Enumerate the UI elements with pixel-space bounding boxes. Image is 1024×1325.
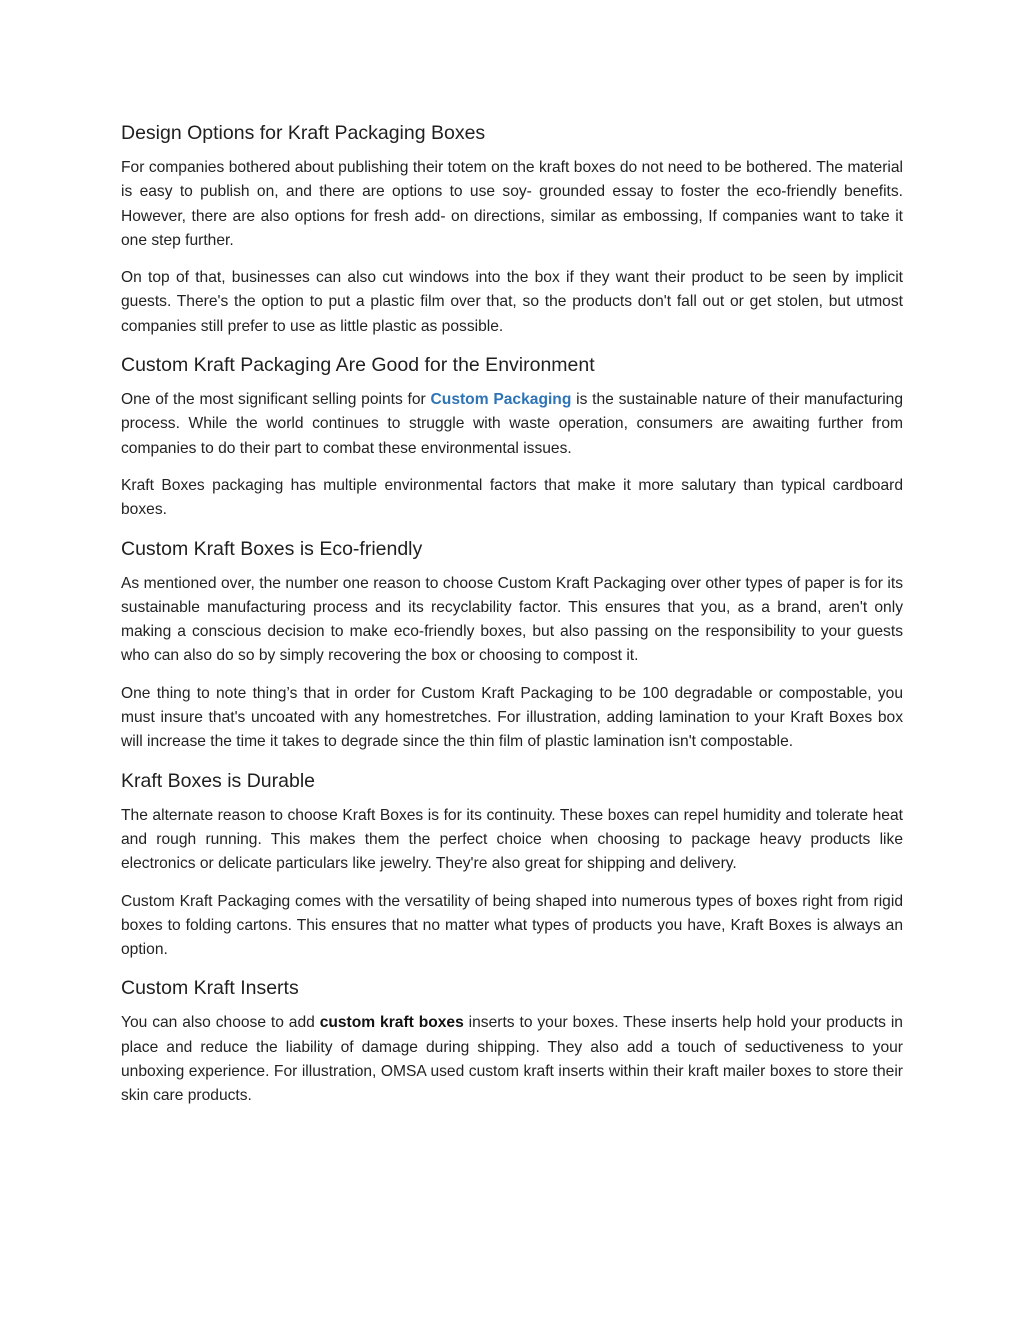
paragraph: The alternate reason to choose Kraft Boxes is for its continuity. These boxes can repel humidity and tolerate heat and rough running. This makes them the perfect choice when choosing to package heavy products like electronics or delicate particulars like jewelry. They're also great for shipping and delivery. <box>121 806 903 873</box>
section-design-options <box>121 120 903 339</box>
paragraph-text: One of the most significant selling points for <box>121 391 431 409</box>
paragraph: For companies bothered about publishing their totem on the kraft boxes do not need to be bothered. The material is easy to publish on, and there are options to use soy- grounded essay to foster the eco-friendly benefits. However, there are also options for fresh add- on directions, similar as embossing, If companies want to take it one step further. <box>121 159 903 249</box>
heading-inserts: Custom Kraft Inserts <box>121 977 299 1000</box>
paragraph-text: You can also choose to add <box>121 1014 320 1032</box>
paragraph: As mentioned over, the number one reason to choose Custom Kraft Packaging over other types of paper is for its sustainable manufacturing process and its recyclability factor. This ensures that you, as a brand, aren't only making a conscious decision to make eco-friendly boxes, but also passing on the responsibility to your guests who can also do so by simply recovering the box or choosing to compost it. <box>121 574 903 665</box>
heading-design-options: Design Options for Kraft Packaging Boxes <box>121 122 486 144</box>
heading-durable: Kraft Boxes is Durable <box>121 769 316 792</box>
bold-text: custom kraft boxes <box>319 1014 464 1032</box>
paragraph <box>121 388 903 461</box>
paragraph: One thing to note thing’s that in order for Custom Kraft Packaging to be 100 degradable or compostable, you must insure that's uncoated with any homestretches. For illustration, adding lamination to your Kraft Boxes box will increase the time it takes to degrade since the thin film of plastic lamination isn't compostable. <box>121 684 903 751</box>
paragraph: Kraft Boxes packaging has multiple environmental factors that make it more salutary than typical cardboard boxes. <box>121 476 903 519</box>
section-eco-friendly <box>121 536 903 755</box>
heading-environment: Custom Kraft Packaging Are Good for the Environment <box>121 354 595 377</box>
paragraph-text: is the sustainable nature of their manufacturing process. While the world continues to struggle with waste operation, consumers are awaiting further from companies to do their part to combat these environmental issues. <box>121 391 904 457</box>
section-inserts <box>121 975 903 1108</box>
section-durable <box>121 768 903 963</box>
document-page <box>121 120 903 1122</box>
heading-eco-friendly: Custom Kraft Boxes is Eco-friendly <box>121 537 423 560</box>
paragraph: On top of that, businesses can also cut windows into the box if they want their product to be seen by implicit guests. There's the option to put a plastic film over that, so the products don't fall out or get stolen, but utmost companies still prefer to use as little plastic as possible. <box>121 269 903 335</box>
paragraph: Custom Kraft Packaging comes with the versatility of being shaped into numerous types of boxes right from rigid boxes to folding cartons. This ensures that no matter what types of products you have, Kraft Boxes is always an option. <box>121 892 903 959</box>
section-environment <box>121 352 903 522</box>
custom-packaging-link[interactable]: Custom Packaging <box>430 391 572 409</box>
paragraph-text: inserts to your boxes. These inserts help hold your products in place and reduce the liability of damage during shipping. They also add a touch of seductiveness to your unboxing experience. For illustration, OMSA used custom kraft inserts within their kraft mailer boxes to store their skin care products. <box>121 1014 903 1105</box>
paragraph <box>121 1011 903 1108</box>
